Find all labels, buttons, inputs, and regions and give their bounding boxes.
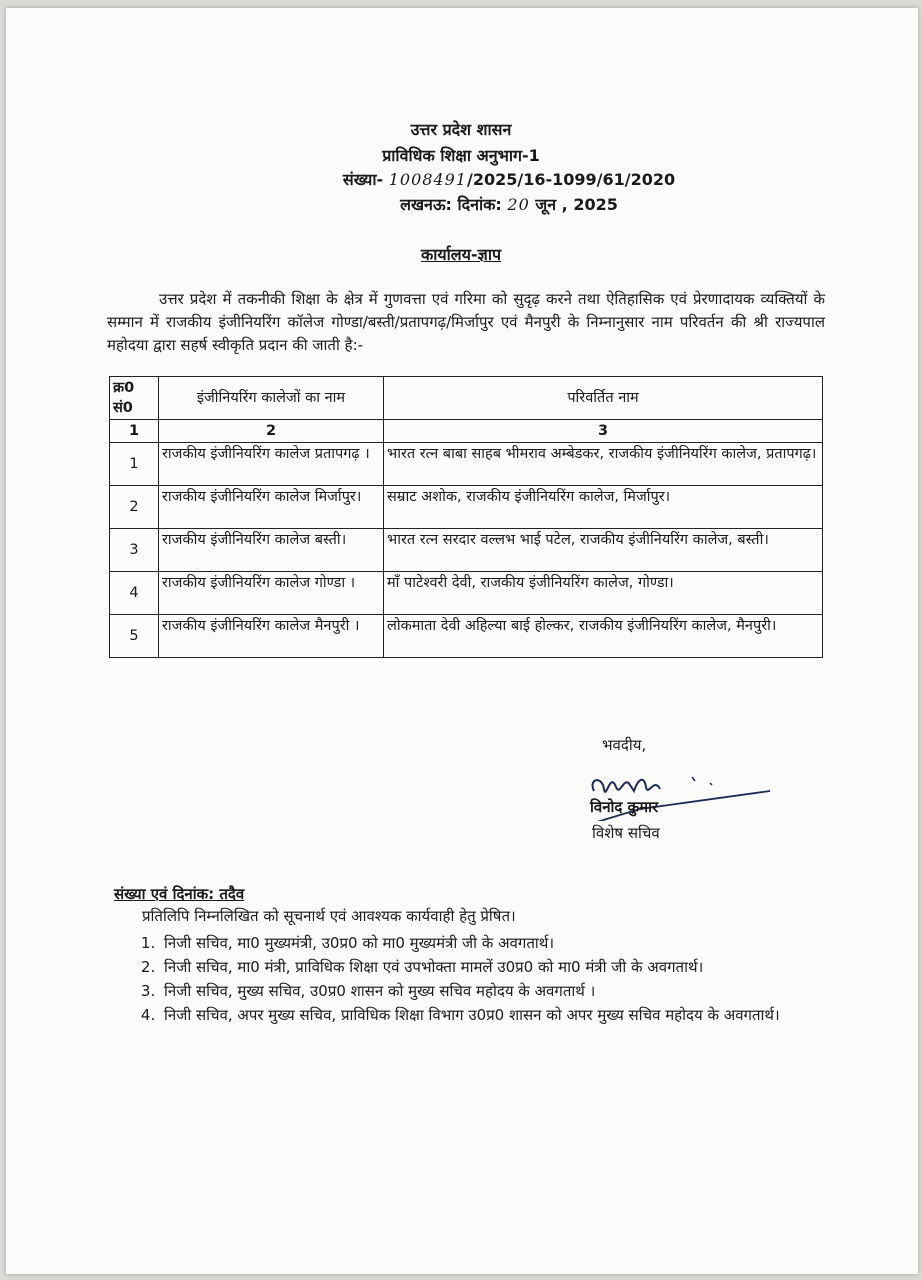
header-serial: क्र0 सं0 <box>110 377 159 420</box>
table-row <box>110 443 823 486</box>
list-item: 3. निजी सचिव, मुख्य सचिव, उ0प्र0 शासन को मुख्य सचिव महोदय के अवगतार्थ । <box>160 980 810 1003</box>
table-header-row <box>110 377 823 420</box>
reference-number <box>48 168 922 190</box>
column-number: 1 <box>110 420 159 443</box>
row-serial: 1 <box>110 443 159 486</box>
header-college-name: इंजीनियरिंग कालेजों का नाम <box>159 377 384 420</box>
reference-handwritten: 1008491 <box>388 170 467 189</box>
signatory-name: विनोद कुमार <box>590 798 659 816</box>
copy-label: संख्या एवं दिनांक: तदैव <box>114 885 245 903</box>
table-row <box>110 572 823 615</box>
row-serial: 2 <box>110 486 159 529</box>
list-item: 2. निजी सचिव, मा0 मंत्री, प्राविधिक शिक्षा एवं उपभोक्ता मामलें उ0प्र0 को मा0 मंत्री जी के अवगतार्थ। <box>160 956 810 979</box>
row-college: राजकीय इंजीनियरिंग कालेज गोण्डा । <box>159 572 384 615</box>
memo-title: कार्यालय-ज्ञाप <box>420 245 502 264</box>
table-row <box>110 486 823 529</box>
date-handwritten: 20 <box>507 195 530 214</box>
closing-salutation: भवदीय, <box>602 736 647 754</box>
copy-intro: प्रतिलिपि निम्नलिखित को सूचनार्थ एवं आवश्यक कार्यवाही हेतु प्रेषित। <box>142 907 516 925</box>
table-row <box>110 615 823 658</box>
list-item: 4. निजी सचिव, अपर मुख्य सचिव, प्राविधिक शिक्षा विभाग उ0प्र0 शासन को अपर मुख्य सचिव महोदय के अवगतार्थ। <box>160 1004 810 1027</box>
column-number: 2 <box>159 420 384 443</box>
date-rest: जून , 2025 <box>535 195 618 214</box>
rename-table <box>109 376 823 658</box>
header-section: प्राविधिक शिक्षा अनुभाग-1 <box>382 146 540 165</box>
row-college: राजकीय इंजीनियरिंग कालेज मिर्जापुर। <box>159 486 384 529</box>
copy-list <box>114 932 810 1028</box>
row-serial: 5 <box>110 615 159 658</box>
row-college: राजकीय इंजीनियरिंग कालेज मैनपुरी । <box>159 615 384 658</box>
body-paragraph <box>107 288 825 357</box>
row-serial: 4 <box>110 572 159 615</box>
row-college: राजकीय इंजीनियरिंग कालेज प्रतापगढ़ । <box>159 443 384 486</box>
header-govt: उत्तर प्रदेश शासन <box>410 120 512 139</box>
signatory-designation: विशेष सचिव <box>592 824 660 842</box>
column-number: 3 <box>384 420 823 443</box>
row-new-name: सम्राट अशोक, राजकीय इंजीनियरिंग कालेज, मिर्जापुर। <box>384 486 823 529</box>
row-new-name: माँ पाटेश्वरी देवी, राजकीय इंजीनियरिंग कालेज, गोण्डा। <box>384 572 823 615</box>
row-serial: 3 <box>110 529 159 572</box>
column-number-row <box>110 420 823 443</box>
table-row <box>110 529 823 572</box>
reference-rest: /2025/16-1099/61/2020 <box>466 170 676 189</box>
row-new-name: भारत रत्न बाबा साहब भीमराव अम्बेडकर, राजकीय इंजीनियरिंग कालेज, प्रतापगढ़। <box>384 443 823 486</box>
date-label: लखनऊ: दिनांक: <box>400 195 502 214</box>
row-college: राजकीय इंजीनियरिंग कालेज बस्ती। <box>159 529 384 572</box>
header-new-name: परिवर्तित नाम <box>384 377 823 420</box>
row-new-name: भारत रत्न सरदार वल्लभ भाई पटेल, राजकीय इंजीनियरिंग कालेज, बस्ती। <box>384 529 823 572</box>
reference-label: संख्या- <box>342 170 384 189</box>
date-line <box>48 193 922 215</box>
row-new-name: लोकमाता देवी अहिल्या बाई होल्कर, राजकीय इंजीनियरिंग कालेज, मैनपुरी। <box>384 615 823 658</box>
body-text: उत्तर प्रदेश में तकनीकी शिक्षा के क्षेत्र में गुणवत्ता एवं गरिमा को सुदृढ़ करने तथा ऐतिहासिक एवं प्रेरणादायक व्यक्तियों के सम्मान में राजकीय इंजीनियरिंग कॉलेज गोण्डा/बस्ती/प्रतापगढ़/मिर्जापुर एवं मैनपुरी के निम्नानुसार नाम परिवर्तन की श्री राज्यपाल महोदया द्वारा सहर्ष स्वीकृति प्रदान की जाती है:- <box>107 290 825 354</box>
list-item: 1. निजी सचिव, मा0 मुख्यमंत्री, उ0प्र0 को मा0 मुख्यमंत्री जी के अवगतार्थ। <box>160 932 810 955</box>
